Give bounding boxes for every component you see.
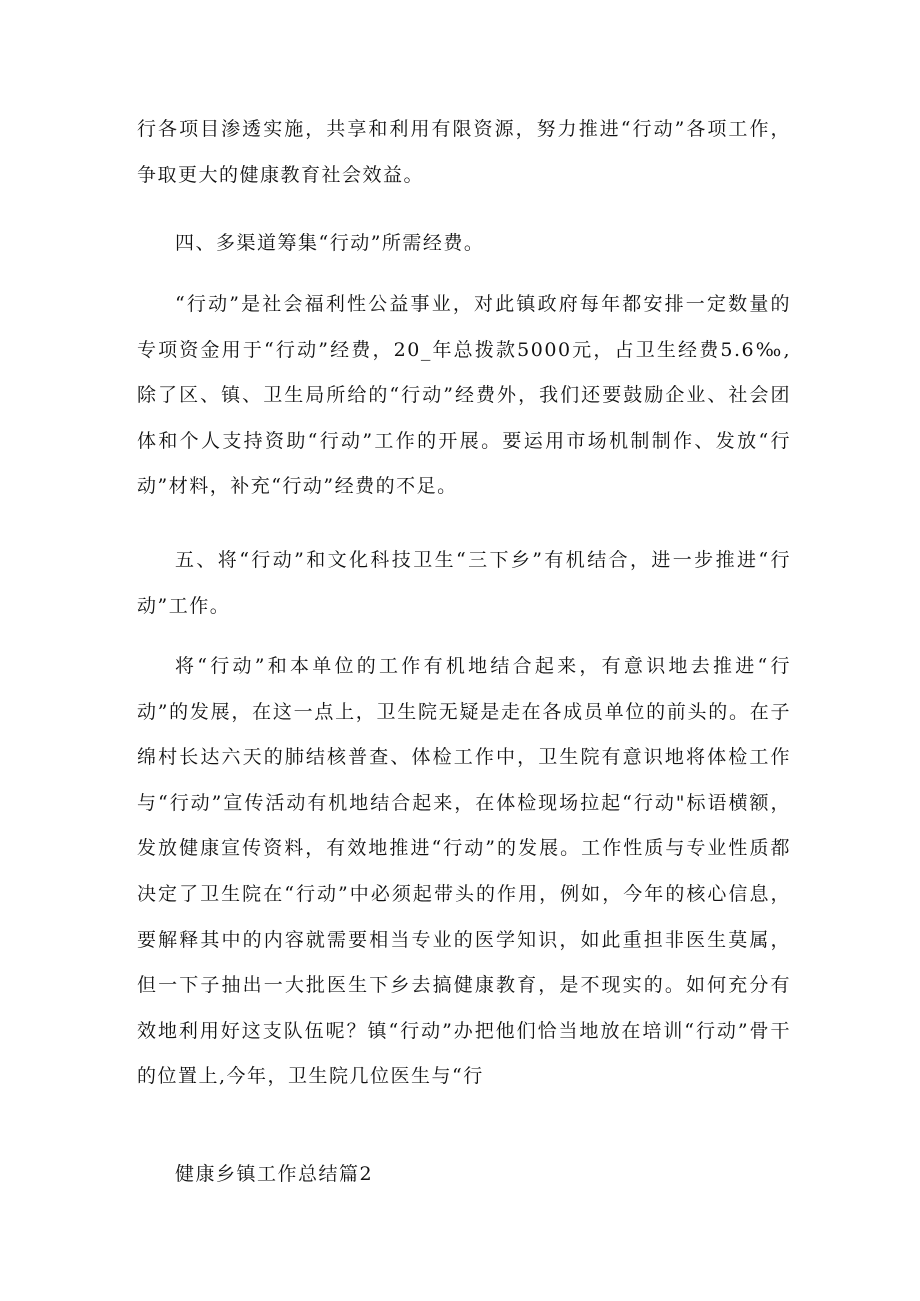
section-heading-five: 五、将“行动”和文化科技卫生“三下乡”有机结合，进一步推进“行动”工作。	[137, 549, 791, 617]
article-title: 健康乡镇工作总结篇2	[175, 1163, 374, 1185]
paragraph-continuation: 行各项目渗透实施，共享和利用有限资源，努力推进“行动”各项工作，争取更大的健康教育社会效益。	[137, 118, 791, 186]
paragraph-integration: 将“行动”和本单位的工作有机地结合起来，有意识地去推进“行动”的发展，在这一点上，卫生院无疑是走在各成员单位的前头的。在子绵村长达六天的肺结核普查、体检工作中，卫生院有意识地将体检工作与“行动”宣传活动有机地结合起来，在体检现场拉起“行动"标语横额，发放健康宣传资料，有效地推进“行动”的发展。工作性质与专业性质都决定了卫生院在“行动”中必须起带头的作用，例如，今年的核心信息，要解释其中的内容就需要相当专业的医学知识，如此重担非医生莫属，但一下子抽出一大批医生下乡去搞健康教育，是不现实的。如何充分有效地利用好这支队伍呢？镇“行动”办把他们恰当地放在培训“行动”骨干的位置上,今年，卫生院几位医生与“行	[137, 655, 791, 1088]
section-heading-four: 四、多渠道筹集“行动”所需经费。	[175, 232, 485, 254]
paragraph-funding: “行动”是社会福利性公益事业，对此镇政府每年都安排一定数量的专项资金用于“行动”经费，20_年总拨款5000元，占卫生经费5.6‰,除了区、镇、卫生局所给的“行动”经费外，我们还要鼓励企业、社会团体和个人支持资助“行动”工作的开展。要运用市场机制制作、发放“行动”材料，补充“行动”经费的不足。	[137, 293, 791, 498]
